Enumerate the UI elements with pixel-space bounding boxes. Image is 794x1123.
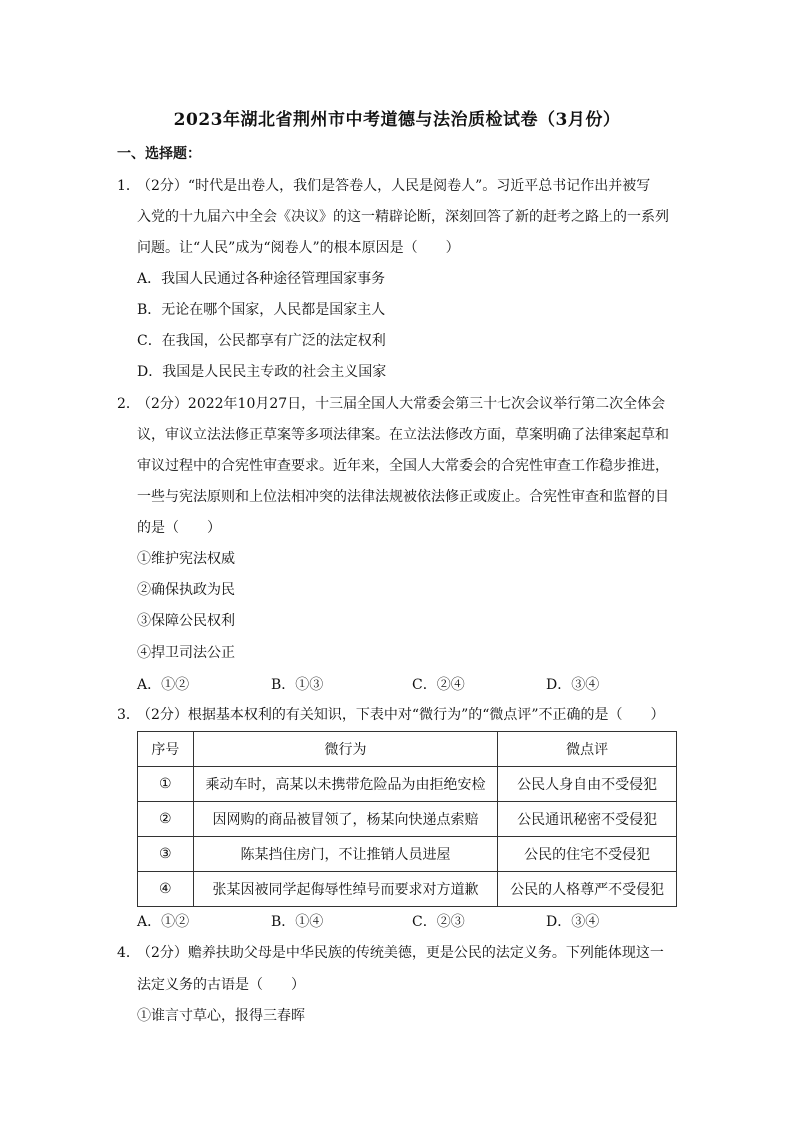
table-cell: ④ bbox=[138, 872, 194, 907]
option-c: C．②④ bbox=[412, 677, 465, 693]
question-number: 1． bbox=[117, 178, 140, 194]
table-row bbox=[138, 767, 677, 802]
question-number: 2． bbox=[117, 396, 140, 412]
table-cell: 因网购的商品被冒领了，杨某向快递点索赔 bbox=[193, 802, 498, 837]
table-cell: 张某因被同学起侮辱性绰号而要求对方道歉 bbox=[193, 872, 498, 907]
statement-item: ④捍卫司法公正 bbox=[137, 645, 235, 661]
option-b: B．①④ bbox=[271, 914, 324, 930]
table-header-row bbox=[138, 732, 677, 767]
table-row bbox=[138, 837, 677, 872]
table-cell: 公民的人格尊严不受侵犯 bbox=[498, 872, 677, 907]
question-text-line: 审议过程中的合宪性审查要求。近年来，全国人大常委会的合宪性审查工作稳步推进， bbox=[137, 458, 669, 474]
option-a: A．①② bbox=[137, 677, 190, 693]
statement-item: ②确保执政为民 bbox=[137, 582, 235, 598]
option-b: B．①③ bbox=[271, 677, 324, 693]
options-row bbox=[137, 911, 677, 931]
options-row bbox=[137, 674, 677, 694]
option-c: C．在我国，公民都享有广泛的法定权利 bbox=[137, 333, 386, 349]
table-cell: ① bbox=[138, 767, 194, 802]
page-title: 2023年湖北省荆州市中考道德与法治质检试卷（3月份） bbox=[173, 110, 621, 130]
table-header: 微行为 bbox=[193, 732, 498, 767]
table-header: 序号 bbox=[138, 732, 194, 767]
option-d: D．③④ bbox=[546, 677, 600, 693]
section-heading: 一、选择题： bbox=[117, 146, 201, 162]
table-cell: 乘动车时，高某以未携带危险品为由拒绝安检 bbox=[193, 767, 498, 802]
option-d: D．我国是人民民主专政的社会主义国家 bbox=[137, 364, 387, 380]
table-cell: 公民的住宅不受侵犯 bbox=[498, 837, 677, 872]
table-cell: 公民通讯秘密不受侵犯 bbox=[498, 802, 677, 837]
table-cell: 陈某挡住房门，不让推销人员进屋 bbox=[193, 837, 498, 872]
table-header: 微点评 bbox=[498, 732, 677, 767]
question-text-line: 法定义务的古语是（ ） bbox=[137, 977, 305, 993]
question-text-line: 议，审议立法法修正草案等多项法律案。在立法法修改方面，草案明确了法律案起草和 bbox=[137, 427, 669, 443]
question-text-line: 一些与宪法原则和上位法相冲突的法律法规被依法修正或废止。合宪性审查和监督的目 bbox=[137, 489, 669, 505]
rights-table bbox=[137, 731, 677, 907]
option-a: A．我国人民通过各种途径管理国家事务 bbox=[137, 271, 386, 287]
table-cell: ② bbox=[138, 802, 194, 837]
statement-item: ①维护宪法权威 bbox=[137, 551, 235, 567]
option-d: D．③④ bbox=[546, 914, 600, 930]
table-cell: 公民人身自由不受侵犯 bbox=[498, 767, 677, 802]
option-c: C．②③ bbox=[412, 914, 465, 930]
question-text-line: 问题。让“人民”成为“阅卷人”的根本原因是（ ） bbox=[137, 240, 460, 256]
table-cell: ③ bbox=[138, 837, 194, 872]
question-text-line: （2分）根据基本权利的有关知识，下表中对“微行为”的“微点评”不正确的是（ ） bbox=[137, 707, 665, 723]
statement-item: ①谁言寸草心，报得三春晖 bbox=[137, 1008, 305, 1024]
question-text-line: （2分）“时代是出卷人，我们是答卷人，人民是阅卷人”。习近平总书记作出并被写 bbox=[137, 178, 651, 194]
table-row bbox=[138, 872, 677, 907]
option-b: B．无论在哪个国家，人民都是国家主人 bbox=[137, 302, 386, 318]
question-text-line: （2分）赡养扶助父母是中华民族的传统美德，更是公民的法定义务。下列能体现这一 bbox=[137, 945, 664, 961]
statement-item: ③保障公民权利 bbox=[137, 613, 235, 629]
question-text-line: 入党的十九届六中全会《决议》的这一精辟论断，深刻回答了新的赶考之路上的一系列 bbox=[137, 209, 669, 225]
question-text-line: （2分）2022年10月27日，十三届全国人大常委会第三十七次会议举行第二次全体会 bbox=[137, 396, 666, 412]
option-a: A．①② bbox=[137, 914, 190, 930]
question-number: 4． bbox=[117, 945, 140, 961]
question-number: 3． bbox=[117, 707, 140, 723]
table-row bbox=[138, 802, 677, 837]
question-text-line: 的是（ ） bbox=[137, 520, 221, 536]
